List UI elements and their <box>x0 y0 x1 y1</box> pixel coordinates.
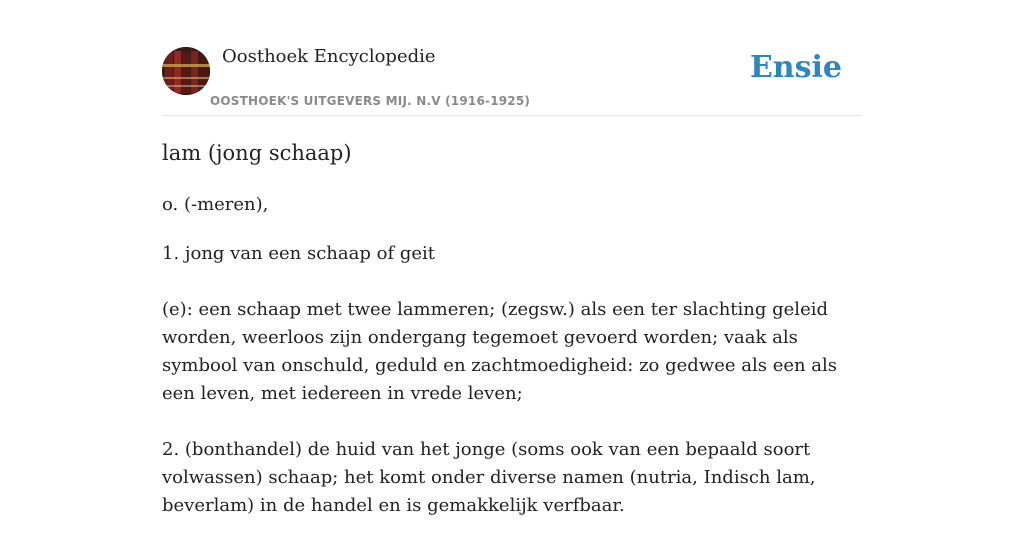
publisher-label: OOSTHOEK'S UITGEVERS MIJ. N.V (1916-1925) <box>210 94 531 108</box>
entry-paragraph: 1. jong van een schaap of geit <box>162 243 435 264</box>
entry-paragraph: (e): een schaap met twee lammeren; (zegsw.) als een ter slachting geleid worden, weerloos zijn ondergang tegemoet gevoerd worden; vaak als symbool van onschuld, geduld en zachtmoedigheid: zo gedwee als een als een leven, met iedereen in vrede leven; <box>162 299 838 404</box>
source-header <box>162 0 862 116</box>
book-spines-icon <box>162 47 210 95</box>
source-name-link[interactable]: Oosthoek Encyclopedie <box>222 46 436 67</box>
source-avatar[interactable] <box>162 47 210 95</box>
entry-body <box>162 240 862 548</box>
entry-title: lam (jong schaap) <box>162 141 352 165</box>
ensie-logo-link[interactable]: Ensie <box>749 50 842 85</box>
page <box>162 0 862 516</box>
entry-grammar: o. (-meren), <box>162 194 269 215</box>
entry-paragraph: 2. (bonthandel) de huid van het jonge (soms ook van een bepaald soort volwassen) schaap; het komt onder diverse namen (nutria, Indisch lam, beverlam) in de handel en is gemakkelijk verfbaar. <box>162 439 816 516</box>
